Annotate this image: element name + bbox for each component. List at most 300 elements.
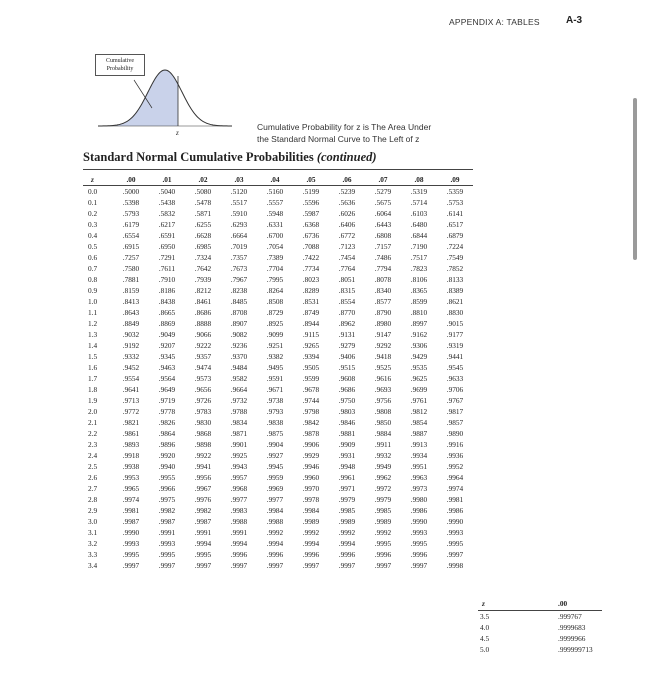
probability-cell: .8461 — [194, 297, 212, 306]
extreme-z-cell: 4.5 — [480, 634, 490, 643]
probability-cell: .9994 — [338, 539, 356, 548]
column-header: .07 — [365, 174, 401, 186]
probability-cell: .6554 — [122, 231, 140, 240]
z-value-cell: 0.8 — [88, 275, 98, 284]
extreme-row — [478, 633, 602, 644]
probability-cell: .9996 — [374, 550, 392, 559]
z-value-cell: 2.4 — [88, 451, 98, 460]
column-header: .01 — [149, 174, 185, 186]
probability-cell: .9976 — [194, 495, 212, 504]
probability-cell: .8389 — [446, 286, 464, 295]
probability-cell: .9732 — [230, 396, 248, 405]
probability-cell: .9992 — [338, 528, 356, 537]
probability-cell: .9993 — [158, 539, 176, 548]
probability-cell: .9177 — [446, 330, 464, 339]
table-row — [83, 505, 473, 516]
probability-cell: .8686 — [194, 308, 212, 317]
z-value-cell: 2.8 — [88, 495, 98, 504]
table-row — [83, 329, 473, 340]
probability-cell: .5557 — [266, 198, 284, 207]
probability-cell: .9965 — [122, 484, 140, 493]
z-value-cell: 2.1 — [88, 418, 98, 427]
probability-cell: .8708 — [230, 308, 248, 317]
probability-cell: .9951 — [410, 462, 428, 471]
probability-cell: .5675 — [374, 198, 392, 207]
probability-cell: .9418 — [374, 352, 392, 361]
probability-cell: .9987 — [122, 517, 140, 526]
probability-cell: .7794 — [374, 264, 392, 273]
probability-cell: .9971 — [338, 484, 356, 493]
probability-cell: .5398 — [122, 198, 140, 207]
probability-cell: .7517 — [410, 253, 428, 262]
probability-cell: .9973 — [410, 484, 428, 493]
column-header: .06 — [329, 174, 365, 186]
probability-cell: .9982 — [194, 506, 212, 515]
probability-cell: .5714 — [410, 198, 428, 207]
probability-cell: .8508 — [266, 297, 284, 306]
probability-cell: .8554 — [338, 297, 356, 306]
probability-cell: .9515 — [338, 363, 356, 372]
probability-cell: .9803 — [338, 407, 356, 416]
probability-cell: .9838 — [266, 418, 284, 427]
table-header-row — [83, 174, 473, 186]
probability-cell: .6700 — [266, 231, 284, 240]
probability-cell: .9525 — [374, 363, 392, 372]
probability-cell: .8051 — [338, 275, 356, 284]
probability-cell: .9946 — [302, 462, 320, 471]
probability-cell: .9941 — [194, 462, 212, 471]
probability-cell: .9633 — [446, 374, 464, 383]
z-value-cell: 1.7 — [88, 374, 98, 383]
probability-cell: .6179 — [122, 220, 140, 229]
table-row — [83, 230, 473, 241]
table-row — [83, 494, 473, 505]
probability-cell: .9991 — [194, 528, 212, 537]
probability-cell: .8997 — [410, 319, 428, 328]
probability-cell: .9649 — [158, 385, 176, 394]
extreme-z-header: z — [478, 597, 518, 611]
probability-cell: .9382 — [266, 352, 284, 361]
probability-cell: .9986 — [410, 506, 428, 515]
probability-cell: .9545 — [446, 363, 464, 372]
probability-cell: .7734 — [302, 264, 320, 273]
probability-cell: .7454 — [338, 253, 356, 262]
probability-cell: .9995 — [194, 550, 212, 559]
probability-cell: .5040 — [158, 187, 176, 196]
probability-cell: .9345 — [158, 352, 176, 361]
table-row — [83, 208, 473, 219]
page-number: A-3 — [566, 15, 583, 26]
probability-cell: .9997 — [194, 561, 212, 570]
probability-cell: .9945 — [266, 462, 284, 471]
probability-cell: .9984 — [302, 506, 320, 515]
table-row — [83, 549, 473, 560]
z-value-cell: 2.9 — [88, 506, 98, 515]
z-value-cell: 3.1 — [88, 528, 98, 537]
table-row — [83, 241, 473, 252]
probability-cell: .9922 — [194, 451, 212, 460]
probability-cell: .9896 — [158, 440, 176, 449]
probability-cell: .9370 — [230, 352, 248, 361]
probability-cell: .7939 — [194, 275, 212, 284]
probability-cell: .9693 — [374, 385, 392, 394]
probability-cell: .9992 — [266, 528, 284, 537]
probability-cell: .6217 — [158, 220, 176, 229]
probability-cell: .8340 — [374, 286, 392, 295]
z-value-cell: 0.2 — [88, 209, 98, 218]
probability-cell: .9881 — [338, 429, 356, 438]
probability-cell: .9978 — [302, 495, 320, 504]
probability-cell: .8238 — [230, 286, 248, 295]
probability-cell: .9474 — [194, 363, 212, 372]
z-value-cell: 2.3 — [88, 440, 98, 449]
running-header: APPENDIX A: TABLES — [449, 17, 540, 27]
z-value-cell: 1.5 — [88, 352, 98, 361]
probability-cell: .9977 — [230, 495, 248, 504]
probability-cell: .9979 — [374, 495, 392, 504]
probability-cell: .9936 — [446, 451, 464, 460]
probability-cell: .9987 — [194, 517, 212, 526]
z-value-cell: 0.0 — [88, 187, 98, 196]
probability-cell: .9989 — [302, 517, 320, 526]
probability-cell: .7324 — [194, 253, 212, 262]
probability-cell: .8289 — [302, 286, 320, 295]
probability-cell: .9995 — [158, 550, 176, 559]
probability-cell: .7019 — [230, 242, 248, 251]
probability-cell: .7580 — [122, 264, 140, 273]
table-row — [83, 406, 473, 417]
z-value-cell: 1.4 — [88, 341, 98, 350]
table-row — [83, 296, 473, 307]
probability-cell: .9938 — [122, 462, 140, 471]
probability-cell: .9994 — [266, 539, 284, 548]
probability-cell: .5478 — [194, 198, 212, 207]
extreme-values-table — [478, 597, 602, 655]
extreme-z-cell: 5.0 — [480, 645, 490, 654]
probability-cell: .9744 — [302, 396, 320, 405]
probability-cell: .9993 — [410, 528, 428, 537]
probability-cell: .9857 — [446, 418, 464, 427]
probability-cell: .8962 — [338, 319, 356, 328]
table-row — [83, 417, 473, 428]
table-row — [83, 197, 473, 208]
probability-cell: .9988 — [266, 517, 284, 526]
probability-cell: .9997 — [230, 561, 248, 570]
probability-cell: .7673 — [230, 264, 248, 273]
probability-cell: .5948 — [266, 209, 284, 218]
probability-cell: .9987 — [158, 517, 176, 526]
z-value-cell: 3.2 — [88, 539, 98, 548]
probability-cell: .9699 — [410, 385, 428, 394]
probability-cell: .6443 — [374, 220, 392, 229]
probability-cell: .9997 — [158, 561, 176, 570]
probability-cell: .9957 — [230, 473, 248, 482]
probability-cell: .9981 — [122, 506, 140, 515]
probability-cell: .7704 — [266, 264, 284, 273]
probability-cell: .7357 — [230, 253, 248, 262]
probability-cell: .9890 — [446, 429, 464, 438]
probability-cell: .9993 — [122, 539, 140, 548]
probability-cell: .9162 — [410, 330, 428, 339]
column-header: .03 — [221, 174, 257, 186]
probability-cell: .8599 — [410, 297, 428, 306]
probability-cell: .6255 — [194, 220, 212, 229]
probability-cell: .9943 — [230, 462, 248, 471]
table-row — [83, 538, 473, 549]
column-header: .04 — [257, 174, 293, 186]
probability-cell: .5319 — [410, 187, 428, 196]
probability-cell: .9959 — [266, 473, 284, 482]
probability-cell: .9357 — [194, 352, 212, 361]
probability-cell: .6591 — [158, 231, 176, 240]
probability-cell: .9997 — [338, 561, 356, 570]
probability-cell: .9599 — [302, 374, 320, 383]
probability-cell: .9713 — [122, 396, 140, 405]
probability-cell: .9949 — [374, 462, 392, 471]
probability-cell: .7642 — [194, 264, 212, 273]
probability-cell: .9977 — [266, 495, 284, 504]
probability-cell: .9985 — [338, 506, 356, 515]
probability-cell: .9554 — [122, 374, 140, 383]
probability-cell: .9996 — [266, 550, 284, 559]
probability-cell: .9236 — [230, 341, 248, 350]
z-value-cell: 0.9 — [88, 286, 98, 295]
probability-cell: .7257 — [122, 253, 140, 262]
z-value-cell: 0.5 — [88, 242, 98, 251]
probability-cell: .9015 — [446, 319, 464, 328]
probability-cell: .9995 — [122, 550, 140, 559]
probability-cell: .8925 — [266, 319, 284, 328]
table-row — [83, 263, 473, 274]
probability-cell: .8830 — [446, 308, 464, 317]
top-rule — [83, 169, 473, 170]
probability-cell: .9778 — [158, 407, 176, 416]
probability-cell: .9850 — [374, 418, 392, 427]
probability-cell: .7389 — [266, 253, 284, 262]
probability-cell: .9918 — [122, 451, 140, 460]
shaded-area — [98, 70, 178, 126]
probability-cell: .5517 — [230, 198, 248, 207]
probability-cell: .8577 — [374, 297, 392, 306]
probability-cell: .9948 — [338, 462, 356, 471]
probability-cell: .8078 — [374, 275, 392, 284]
probability-cell: .6480 — [410, 220, 428, 229]
probability-cell: .9463 — [158, 363, 176, 372]
table-row — [83, 461, 473, 472]
probability-cell: .9750 — [338, 396, 356, 405]
probability-cell: .9911 — [374, 440, 392, 449]
probability-cell: .9956 — [194, 473, 212, 482]
probability-cell: .9871 — [230, 429, 248, 438]
probability-cell: .9812 — [410, 407, 428, 416]
extreme-value-cell: .9999683 — [558, 623, 586, 632]
probability-cell: .9332 — [122, 352, 140, 361]
probability-cell: .7823 — [410, 264, 428, 273]
probability-cell: .8643 — [122, 308, 140, 317]
probability-cell: .5239 — [338, 187, 356, 196]
figure-caption: Cumulative Probability for z is The Area Under the Standard Normal Curve to The Left of z — [257, 122, 432, 144]
extreme-value-cell: .999999713 — [558, 645, 593, 654]
probability-cell: .9706 — [446, 385, 464, 394]
column-header: .09 — [437, 174, 473, 186]
probability-cell: .5438 — [158, 198, 176, 207]
probability-cell: .9761 — [410, 396, 428, 405]
probability-cell: .9767 — [446, 396, 464, 405]
cumulative-probability-label: Cumulative Probability — [95, 54, 145, 76]
extreme-row — [478, 611, 602, 623]
probability-cell: .8438 — [158, 297, 176, 306]
probability-cell: .8944 — [302, 319, 320, 328]
probability-cell: .9934 — [410, 451, 428, 460]
probability-cell: .5359 — [446, 187, 464, 196]
probability-cell: .9793 — [266, 407, 284, 416]
probability-cell: .9591 — [266, 374, 284, 383]
probability-cell: .7190 — [410, 242, 428, 251]
probability-cell: .6026 — [338, 209, 356, 218]
z-value-cell: 1.6 — [88, 363, 98, 372]
vertical-scrollbar[interactable] — [633, 98, 637, 260]
z-value-cell: 3.4 — [88, 561, 98, 570]
probability-cell: .5199 — [302, 187, 320, 196]
z-value-cell: 0.4 — [88, 231, 98, 240]
probability-cell: .8106 — [410, 275, 428, 284]
probability-cell: .9738 — [266, 396, 284, 405]
probability-cell: .9686 — [338, 385, 356, 394]
probability-cell: .9484 — [230, 363, 248, 372]
probability-cell: .6664 — [230, 231, 248, 240]
probability-cell: .9082 — [230, 330, 248, 339]
probability-cell: .9147 — [374, 330, 392, 339]
extreme-row — [478, 644, 602, 655]
probability-cell: .9962 — [374, 473, 392, 482]
probability-cell: .9429 — [410, 352, 428, 361]
probability-cell: .6331 — [266, 220, 284, 229]
probability-cell: .9994 — [230, 539, 248, 548]
table-row — [83, 450, 473, 461]
table-row — [83, 362, 473, 373]
probability-cell: .9986 — [446, 506, 464, 515]
probability-cell: .9913 — [410, 440, 428, 449]
probability-cell: .9846 — [338, 418, 356, 427]
probability-cell: .9884 — [374, 429, 392, 438]
probability-cell: .8133 — [446, 275, 464, 284]
probability-cell: .6293 — [230, 220, 248, 229]
probability-cell: .9964 — [446, 473, 464, 482]
probability-cell: .5793 — [122, 209, 140, 218]
probability-cell: .9969 — [266, 484, 284, 493]
probability-cell: .8212 — [194, 286, 212, 295]
z-value-cell: 0.3 — [88, 220, 98, 229]
probability-cell: .9994 — [302, 539, 320, 548]
probability-cell: .9608 — [338, 374, 356, 383]
probability-cell: .9573 — [194, 374, 212, 383]
probability-cell: .9441 — [446, 352, 464, 361]
probability-cell: .9893 — [122, 440, 140, 449]
probability-cell: .9625 — [410, 374, 428, 383]
probability-cell: .9319 — [446, 341, 464, 350]
extreme-value-cell: .9999966 — [558, 634, 586, 643]
z-value-cell: 1.1 — [88, 308, 98, 317]
probability-cell: .6141 — [446, 209, 464, 218]
probability-cell: .9131 — [338, 330, 356, 339]
probability-cell: .6808 — [374, 231, 392, 240]
probability-cell: .9641 — [122, 385, 140, 394]
probability-cell: .6736 — [302, 231, 320, 240]
z-value-cell: 2.6 — [88, 473, 98, 482]
probability-cell: .9992 — [302, 528, 320, 537]
probability-cell: .5160 — [266, 187, 284, 196]
probability-cell: .9115 — [302, 330, 320, 339]
probability-cell: .9798 — [302, 407, 320, 416]
probability-cell: .7054 — [266, 242, 284, 251]
probability-cell: .9251 — [266, 341, 284, 350]
probability-cell: .6628 — [194, 231, 212, 240]
probability-cell: .7088 — [302, 242, 320, 251]
probability-cell: .6915 — [122, 242, 140, 251]
probability-cell: .8315 — [338, 286, 356, 295]
probability-cell: .5279 — [374, 187, 392, 196]
probability-cell: .9960 — [302, 473, 320, 482]
probability-cell: .9920 — [158, 451, 176, 460]
probability-cell: .9788 — [230, 407, 248, 416]
probability-cell: .9394 — [302, 352, 320, 361]
probability-cell: .9678 — [302, 385, 320, 394]
probability-cell: .9985 — [374, 506, 392, 515]
probability-cell: .7224 — [446, 242, 464, 251]
probability-cell: .9998 — [446, 561, 464, 570]
probability-cell: .9207 — [158, 341, 176, 350]
normal-curve-figure — [90, 50, 240, 150]
probability-cell: .8888 — [194, 319, 212, 328]
probability-cell: .9967 — [194, 484, 212, 493]
probability-cell: .9981 — [446, 495, 464, 504]
probability-cell: .9192 — [122, 341, 140, 350]
probability-cell: .9980 — [410, 495, 428, 504]
probability-cell: .9279 — [338, 341, 356, 350]
probability-cell: .9898 — [194, 440, 212, 449]
probability-cell: .9990 — [122, 528, 140, 537]
table-title: Standard Normal Cumulative Probabilities (continued) — [83, 150, 377, 164]
probability-cell: .9842 — [302, 418, 320, 427]
probability-cell: .6985 — [194, 242, 212, 251]
probability-cell: .9495 — [266, 363, 284, 372]
probability-cell: .9955 — [158, 473, 176, 482]
probability-cell: .9982 — [158, 506, 176, 515]
probability-cell: .5636 — [338, 198, 356, 207]
probability-cell: .9997 — [410, 561, 428, 570]
extreme-z-cell: 3.5 — [480, 612, 490, 621]
probability-cell: .8907 — [230, 319, 248, 328]
probability-cell: .9991 — [158, 528, 176, 537]
table-row — [83, 560, 473, 571]
table-row — [83, 373, 473, 384]
probability-cell: .9719 — [158, 396, 176, 405]
probability-cell: .9887 — [410, 429, 428, 438]
z-value-cell: 1.8 — [88, 385, 98, 394]
probability-cell: .9756 — [374, 396, 392, 405]
probability-cell: .9989 — [338, 517, 356, 526]
table-row — [83, 252, 473, 263]
z-value-cell: 1.2 — [88, 319, 98, 328]
probability-cell: .9927 — [266, 451, 284, 460]
probability-cell: .8729 — [266, 308, 284, 317]
probability-cell: .9726 — [194, 396, 212, 405]
cumulative-probability-table — [83, 174, 473, 571]
probability-cell: .8770 — [338, 308, 356, 317]
probability-cell: .6103 — [410, 209, 428, 218]
z-value-cell: 2.2 — [88, 429, 98, 438]
probability-cell: .7157 — [374, 242, 392, 251]
